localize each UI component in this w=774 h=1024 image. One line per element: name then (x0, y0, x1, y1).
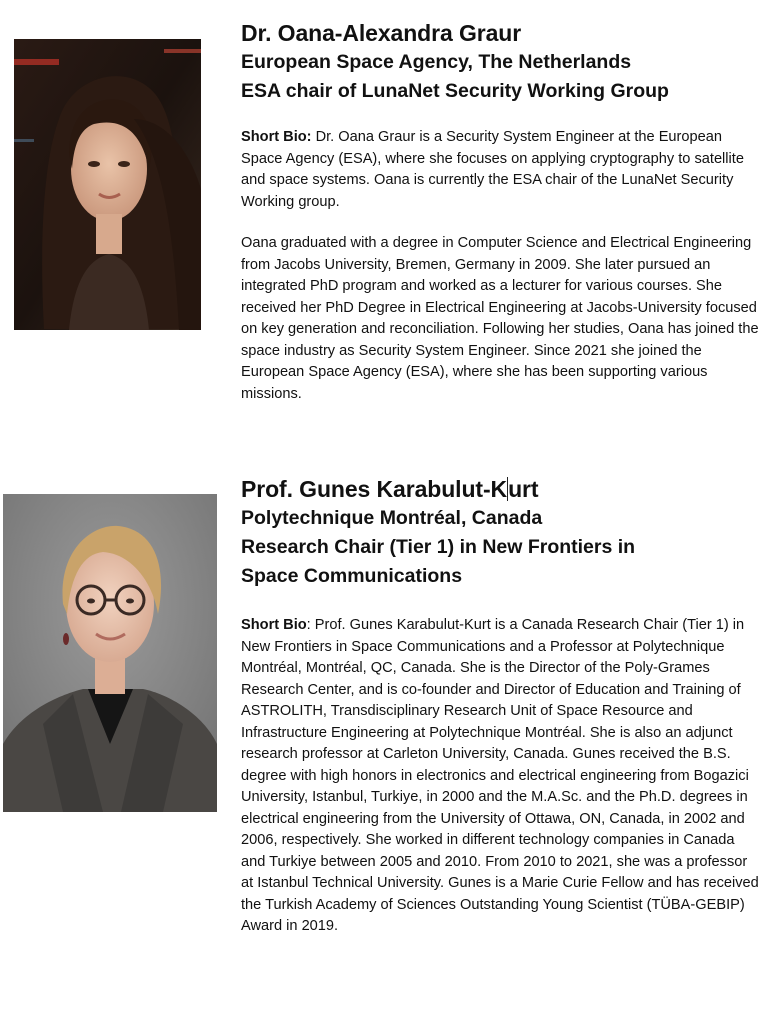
profile-name-part: Prof. Gunes Karabulut-K (241, 476, 508, 502)
profile-role: ESA chair of LunaNet Security Working Group (241, 80, 669, 102)
bio-paragraph (241, 127, 761, 213)
profile-oana-graur (241, 18, 761, 405)
profile-gunes-karabulut-kurt (241, 474, 761, 938)
bio-label: Short Bio (241, 617, 307, 633)
bio-paragraph (241, 615, 761, 938)
profile-name (241, 474, 761, 504)
portrait-illustration (14, 39, 201, 330)
portrait-illustration (3, 494, 217, 812)
profile-name: Dr. Oana-Alexandra Graur (241, 20, 522, 46)
profile-role: Space Communications (241, 565, 463, 587)
profile-affiliation: Polytechnique Montréal, Canada (241, 507, 543, 529)
profile-photo-gunes-karabulut-kurt (3, 494, 217, 812)
bio-text: Dr. Oana Graur is a Security System Engineer at the European Space Agency (ESA), where she focuses on applying cryptography to satellite and space systems. Oana is currently the ESA chair of the LunaNet Security Working group. (241, 129, 744, 210)
bio-label: Short Bio: (241, 129, 312, 145)
profile-photo-oana-graur (14, 39, 201, 330)
bio-paragraph: Oana graduated with a degree in Computer Science and Electrical Engineering from Jacobs University, Bremen, Germany in 2009. She later pursued an integrated PhD program and worked as a lecturer for various courses. She received her PhD Degree in Electrical Engineering at Jacobs-University focused on key generation and reconciliation. Following her studies, Oana has joined the space industry as Security System Engineer. Since 2021 she joined the European Space Agency (ESA), where she has been supporting various missions. (241, 235, 759, 402)
bio-text: : Prof. Gunes Karabulut-Kurt is a Canada Research Chair (Tier 1) in New Frontiers in Space Communications and a Professor at Polytechnique Montréal, Montréal, QC, Canada. She is the Director of the Poly-Grames Research Center, and is co-founder and Director of Education and Training of ASTROLITH, Transdisciplinary Research Unit of Space Resource and Infrastructure Engineering at Polytechnique Montréal. She is also an adjunct research professor at Carleton University, Canada. Gunes received the B.S. degree with high honors in electronics and electrical engineering from Bogazici University, Istanbul, Turkiye, in 2000 and the M.A.Sc. and the Ph.D. degrees in electrical engineering from the University of Ottawa, ON, Canada, in 2002 and 2006, respectively. She worked in different technology companies in Canada and Turkiye between 2005 and 2010. From 2010 to 2021, she was a professor at Istanbul Technical University. Gunes is a Marie Curie Fellow and has received the Turkish Academy of Sciences Outstanding Young Scientist (TÜBA-GEBIP) Award in 2019. (241, 617, 759, 934)
profile-name-part: urt (508, 476, 539, 502)
profile-role: Research Chair (Tier 1) in New Frontiers in (241, 536, 636, 558)
profile-affiliation: European Space Agency, The Netherlands (241, 51, 632, 73)
